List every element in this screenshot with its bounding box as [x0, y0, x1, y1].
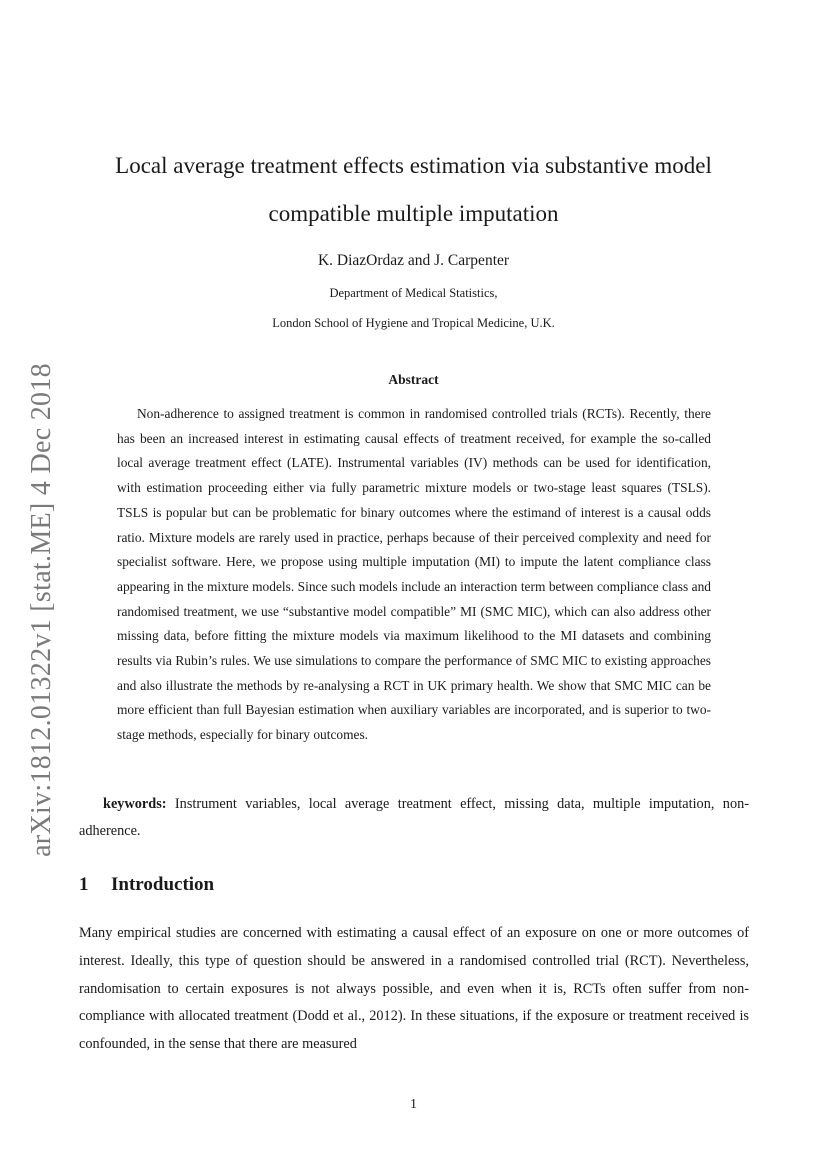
- affiliation-department: Department of Medical Statistics,: [329, 286, 498, 300]
- page-number: 1: [410, 1097, 417, 1112]
- abstract-heading: Abstract: [388, 372, 439, 387]
- keywords-label: keywords:: [103, 796, 167, 812]
- arxiv-identifier-stamp: arXiv:1812.01322v1 [stat.ME] 4 Dec 2018: [26, 363, 57, 857]
- introduction-paragraph: Many empirical studies are concerned with estimating a causal effect of an exposure on one or more outcomes of interest. Ideally, this type of question should be answered in a randomised controlled trial (RCT). Nevertheless, randomisation to certain exposures is not always possible, and even when it is, RCTs often suffer from non-compliance with allocated treatment (Dodd et al., 2012). In these situations, if the exposure or treatment received is confounded, in the sense that there are measured: [79, 925, 749, 1053]
- keywords-text: Instrument variables, local average treatment effect, missing data, multiple imputation, non-adherence.: [79, 796, 750, 839]
- section-title: Introduction: [111, 874, 215, 895]
- paper-title: Local average treatment effects estimation via substantive model compatible multiple imputation: [115, 153, 712, 226]
- section-heading-introduction: [79, 874, 214, 896]
- section-number: 1: [79, 874, 89, 895]
- keywords-paragraph: [79, 791, 749, 845]
- paper-authors: K. DiazOrdaz and J. Carpenter: [317, 252, 510, 269]
- abstract-text: Non-adherence to assigned treatment is common in randomised controlled trials (RCTs). Recently, there has been an increased interest in estimating causal effects of treatment received, for example the so-called local average treatment effect (LATE). Instrumental variables (IV) methods can be used for identification, with estimation proceeding either via fully parametric mixture models or two-stage least squares (TSLS). TSLS is popular but can be problematic for binary outcomes where the estimand of interest is a causal odds ratio. Mixture models are rarely used in practice, perhaps because of their perceived complexity and need for specialist software. Here, we propose using multiple imputation (MI) to impute the latent compliance class appearing in the mixture models. Since such models include an interaction term between compliance class and randomised treatment, we use “substantive model compatible” MI (SMC MIC), which can also address other missing data, before fitting the mixture models via maximum likelihood to the MI datasets and combining results via Rubin’s rules. We use simulations to compare the performance of SMC MIC to existing approaches and also illustrate the methods by re-analysing a RCT in UK primary health. We show that SMC MIC can be more efficient than full Bayesian estimation when auxiliary variables are incorporated, and is superior to two-stage methods, especially for binary outcomes.: [117, 406, 711, 743]
- affiliation-institution: London School of Hygiene and Tropical Medicine, U.K.: [272, 316, 555, 330]
